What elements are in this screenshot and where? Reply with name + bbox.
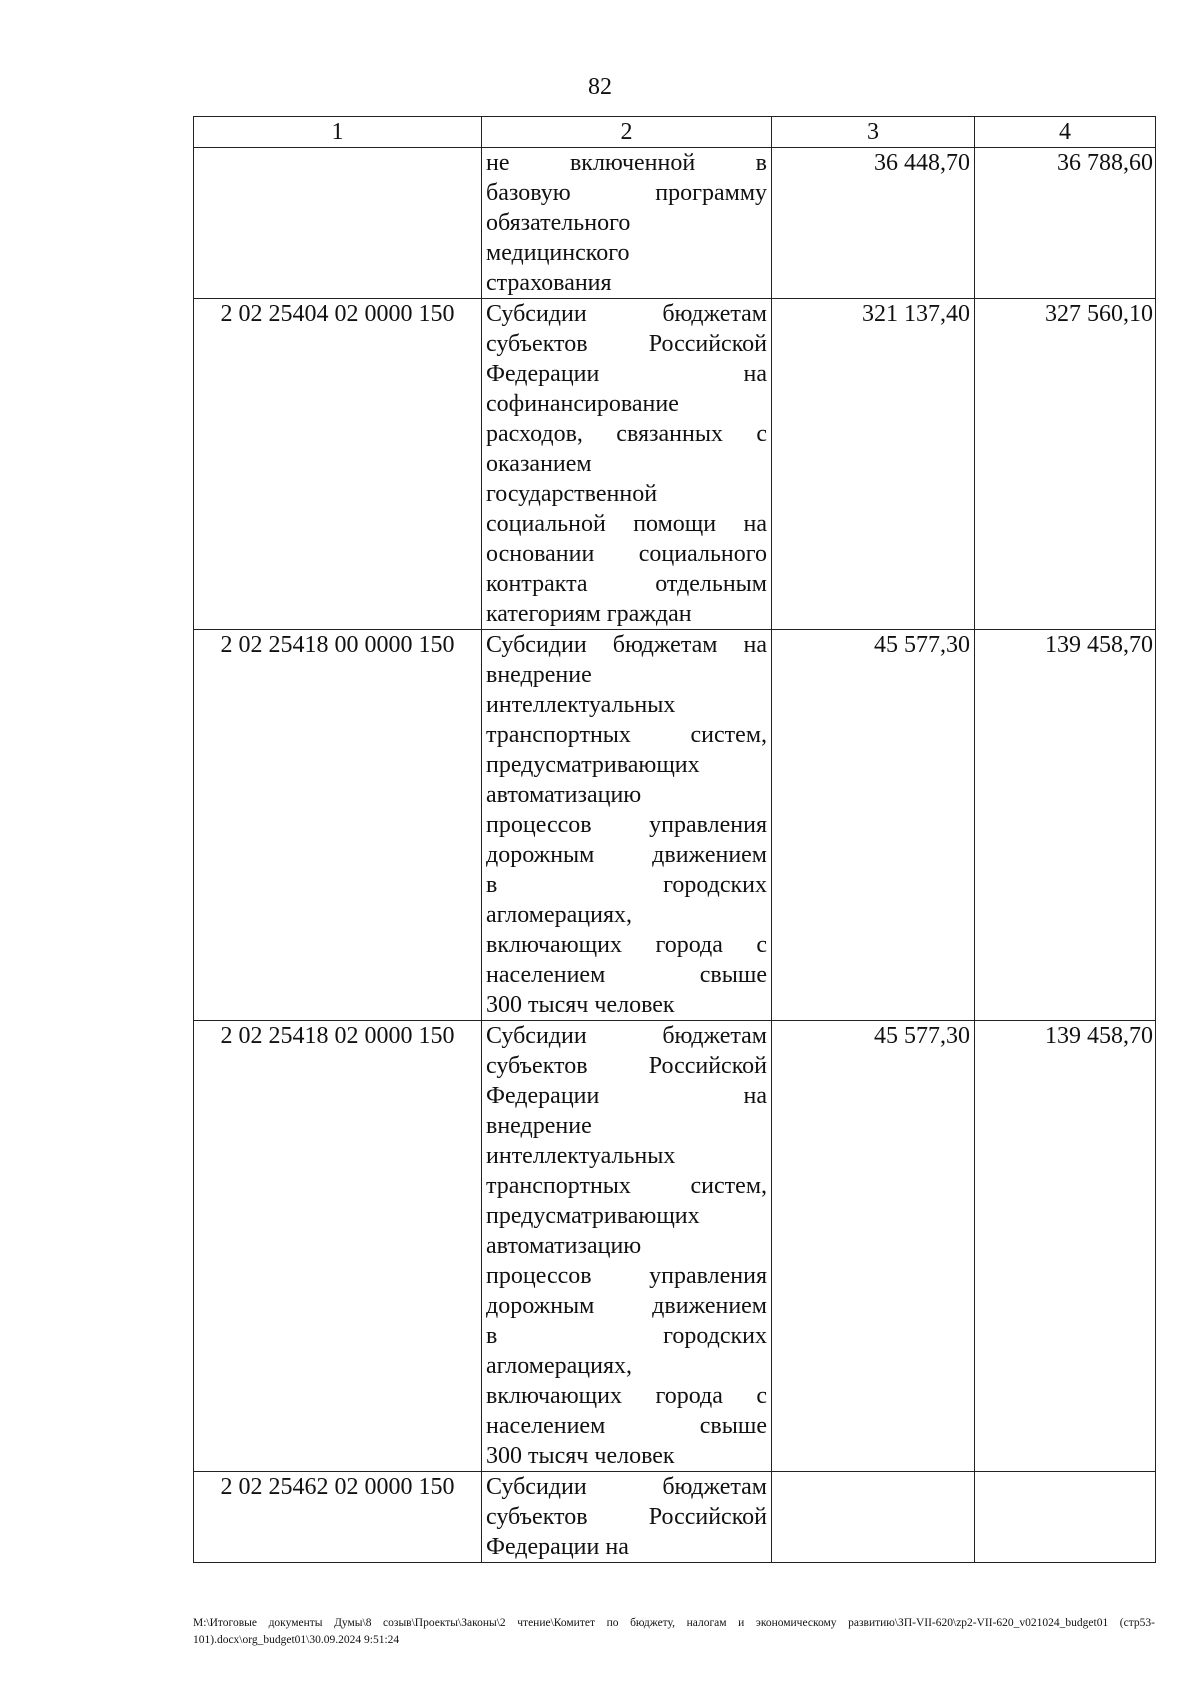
row-value-col4 <box>975 1472 1156 1563</box>
row-name-line: процессов управления <box>486 812 767 838</box>
header-col-3: 3 <box>772 117 975 148</box>
row-code: 2 02 25418 00 0000 150 <box>194 630 482 1021</box>
table-header <box>194 117 1156 148</box>
row-value-col4 <box>975 1021 1156 1472</box>
row-name <box>482 630 772 1021</box>
row-value-col4 <box>975 148 1156 299</box>
row-name-line: предусматривающих <box>486 752 700 778</box>
row-name-line: интеллектуальных <box>486 692 676 718</box>
table-row <box>194 1021 1156 1472</box>
row-name-line: Субсидии бюджетам на <box>486 632 767 658</box>
row-name-line: включающих города с <box>486 932 767 958</box>
row-name <box>482 299 772 630</box>
page-number: 82 <box>588 74 612 100</box>
row-name-line: интеллектуальных <box>486 1143 676 1169</box>
row-code: 2 02 25418 02 0000 150 <box>194 1021 482 1472</box>
row-value-col3-text: 36 448,70 <box>874 150 970 176</box>
row-name-line: категориям граждан <box>486 601 692 627</box>
row-name-line: в городских <box>486 1323 767 1349</box>
row-name-line: Федерации на <box>486 361 767 387</box>
row-name <box>482 1472 772 1563</box>
header-col-1: 1 <box>194 117 482 148</box>
row-value-col4-text: 36 788,60 <box>1057 150 1153 176</box>
row-name-line: транспортных систем, <box>486 722 767 748</box>
row-name-line: страхования <box>486 270 612 296</box>
row-value-col3-text: 321 137,40 <box>862 301 970 327</box>
row-value-col3 <box>772 1021 975 1472</box>
row-name-line: агломерациях, <box>486 902 633 928</box>
row-name-line: Субсидии бюджетам <box>486 1474 767 1500</box>
header-col-4: 4 <box>975 117 1156 148</box>
row-name-line: внедрение <box>486 1113 592 1139</box>
row-name-line: Субсидии бюджетам <box>486 1023 767 1049</box>
row-value-col4 <box>975 299 1156 630</box>
row-value-col3 <box>772 299 975 630</box>
row-name-line: дорожным движением <box>486 1293 767 1319</box>
header-col-2: 2 <box>482 117 772 148</box>
row-name-line: государственной <box>486 481 658 507</box>
row-value-col3 <box>772 630 975 1021</box>
row-name-line: расходов, связанных с <box>486 421 767 447</box>
row-name <box>482 1021 772 1472</box>
row-name-line: населением свыше <box>486 1413 767 1439</box>
table-row <box>194 299 1156 630</box>
row-name-line: Субсидии бюджетам <box>486 301 767 327</box>
row-name-line: обязательного <box>486 210 631 236</box>
row-name-line: базовую программу <box>486 180 767 206</box>
header-row <box>194 117 1156 148</box>
row-name-line: оказанием <box>486 451 592 477</box>
row-name-line: субъектов Российской <box>486 331 767 357</box>
row-name-line: населением свыше <box>486 962 767 988</box>
row-value-col3-text: 45 577,30 <box>874 632 970 658</box>
table-body <box>194 148 1156 1563</box>
row-name-line: включающих города с <box>486 1383 767 1409</box>
row-name-line: предусматривающих <box>486 1203 700 1229</box>
row-name-line: софинансирование <box>486 391 679 417</box>
row-name-line: социальной помощи на <box>486 511 767 537</box>
row-name-line: внедрение <box>486 662 592 688</box>
row-name <box>482 148 772 299</box>
row-name-line: агломерациях, <box>486 1353 633 1379</box>
row-value-col4 <box>975 630 1156 1021</box>
row-name-line: медицинского <box>486 240 630 266</box>
row-name-line: субъектов Российской <box>486 1504 767 1530</box>
row-value-col4-text: 139 458,70 <box>1045 1023 1153 1049</box>
row-name-line: основании социального <box>486 541 767 567</box>
row-value-col4-text: 139 458,70 <box>1045 632 1153 658</box>
table-row <box>194 1472 1156 1563</box>
row-name-line: контракта отдельным <box>486 571 767 597</box>
document-path-footer: М:\Итоговые документы Думы\8 созыв\Проекты\Законы\2 чтение\Комитет по бюджету, налогам и экономическому развитию\ЗП-VII-620\zp2-VII-620_v021024_budget01 (стр53-101).docx\org_budget01\30.09.2024 9:51:24 <box>193 1617 1155 1646</box>
row-name-line: дорожным движением <box>486 842 767 868</box>
row-name-line: Федерации на <box>486 1534 629 1560</box>
row-name-line: процессов управления <box>486 1263 767 1289</box>
row-name-line: 300 тысяч человек <box>486 1443 675 1469</box>
row-code <box>194 148 482 299</box>
row-name-line: в городских <box>486 872 767 898</box>
row-name-line: транспортных систем, <box>486 1173 767 1199</box>
table-row <box>194 148 1156 299</box>
row-code: 2 02 25404 02 0000 150 <box>194 299 482 630</box>
row-name-line: автоматизацию <box>486 782 642 808</box>
row-value-col3-text: 45 577,30 <box>874 1023 970 1049</box>
row-name-line: автоматизацию <box>486 1233 642 1259</box>
row-value-col3 <box>772 148 975 299</box>
row-name-line: 300 тысяч человек <box>486 992 675 1018</box>
row-code: 2 02 25462 02 0000 150 <box>194 1472 482 1563</box>
row-name-line: субъектов Российской <box>486 1053 767 1079</box>
table-row <box>194 630 1156 1021</box>
row-name-line: Федерации на <box>486 1083 767 1109</box>
row-value-col4-text: 327 560,10 <box>1045 301 1153 327</box>
row-name-line: не включенной в <box>486 150 767 176</box>
budget-table <box>193 116 1156 1563</box>
row-value-col3 <box>772 1472 975 1563</box>
